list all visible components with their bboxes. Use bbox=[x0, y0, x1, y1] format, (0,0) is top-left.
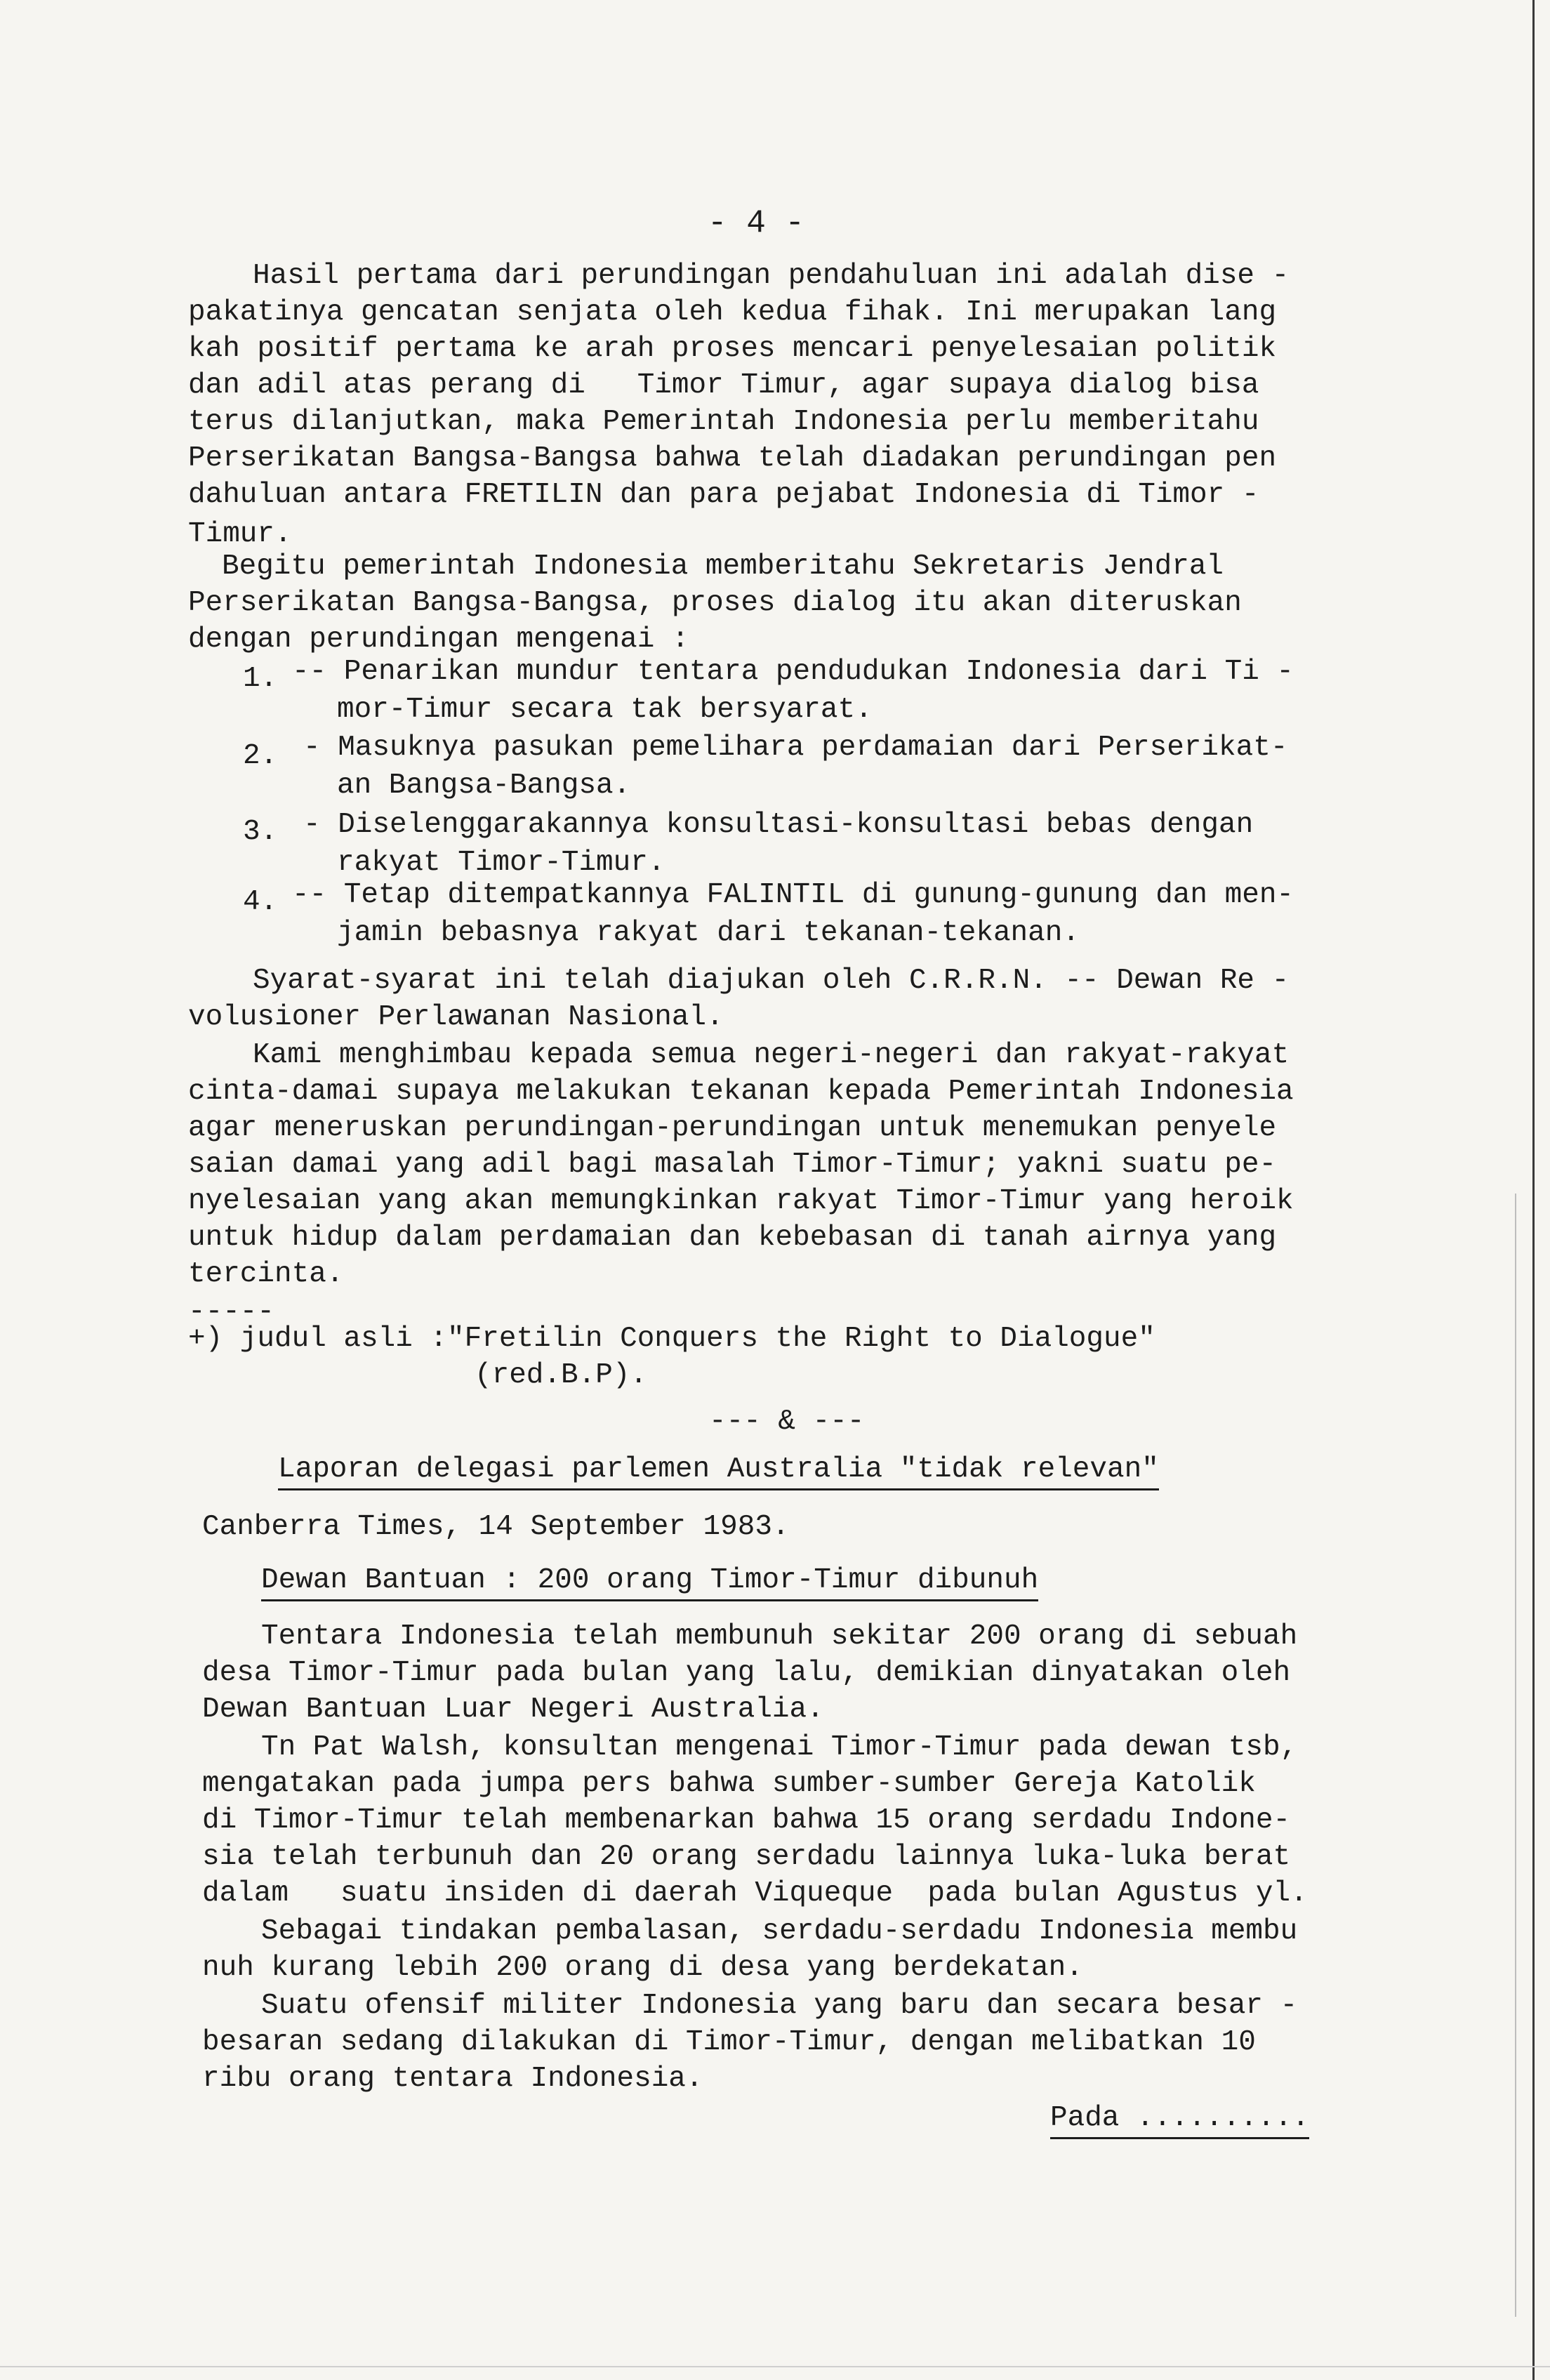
paragraph-line: dengan perundingan mengenai : bbox=[188, 623, 689, 656]
paragraph-line: Dewan Bantuan Luar Negeri Australia. bbox=[202, 1693, 824, 1726]
paragraph-line: Timur. bbox=[188, 518, 292, 550]
paragraph-line: dan adil atas perang di Timor Timur, agar supaya dialog bisa bbox=[188, 369, 1259, 402]
continued-marker: Pada .......... bbox=[1050, 2101, 1309, 2139]
paragraph-line: nuh kurang lebih 200 orang di desa yang berdekatan. bbox=[202, 1952, 1083, 1984]
page-bottom-edge bbox=[0, 2366, 1550, 2367]
list-item-number: 3. bbox=[243, 816, 278, 848]
paragraph-line: Tn Pat Walsh, konsultan mengenai Timor-Timur pada dewan tsb, bbox=[261, 1731, 1298, 1764]
paragraph-line: ribu orang tentara Indonesia. bbox=[202, 2063, 703, 2095]
page-edge-line bbox=[1532, 0, 1535, 2380]
paragraph-line: saian damai yang adil bagi masalah Timor-Timur; yakni suatu pe- bbox=[188, 1149, 1277, 1181]
paragraph-line: sia telah terbunuh dan 20 orang serdadu lainnya luka-luka berat bbox=[202, 1841, 1291, 1873]
paragraph-line: terus dilanjutkan, maka Pemerintah Indonesia perlu memberitahu bbox=[188, 406, 1259, 438]
paragraph-line: besaran sedang dilakukan di Timor-Timur, dengan melibatkan 10 bbox=[202, 2026, 1256, 2058]
paragraph-line: Kami menghimbau kepada semua negeri-negeri dan rakyat-rakyat bbox=[253, 1039, 1290, 1071]
list-item-line: jamin bebasnya rakyat dari tekanan-tekanan. bbox=[337, 917, 1080, 949]
paragraph-line: Tentara Indonesia telah membunuh sekitar 200 orang di sebuah bbox=[261, 1620, 1298, 1653]
page-edge-shadow bbox=[1515, 1194, 1516, 2317]
list-item-line: mor-Timur secara tak bersyarat. bbox=[337, 694, 873, 726]
paragraph-line: Syarat-syarat ini telah diajukan oleh C.R.R.N. -- Dewan Re - bbox=[253, 965, 1290, 997]
paragraph-line: di Timor-Timur telah membenarkan bahwa 15 orang serdadu Indone- bbox=[202, 1804, 1291, 1837]
paragraph-line: desa Timor-Timur pada bulan yang lalu, demikian dinyatakan oleh bbox=[202, 1657, 1291, 1689]
paragraph-line: volusioner Perlawanan Nasional. bbox=[188, 1001, 724, 1033]
list-item-number: 1. bbox=[243, 663, 278, 695]
paragraph-line: Hasil pertama dari perundingan pendahuluan ini adalah dise - bbox=[253, 260, 1290, 292]
footnote-rule: ----- bbox=[188, 1296, 275, 1328]
paragraph-line: dahuluan antara FRETILIN dan para pejabat Indonesia di Timor - bbox=[188, 479, 1259, 511]
footnote-line: +) judul asli :"Fretilin Conquers the Right to Dialogue" bbox=[188, 1323, 1155, 1355]
section-separator: --- & --- bbox=[709, 1406, 865, 1438]
paragraph-line: Suatu ofensif militer Indonesia yang baru dan secara besar - bbox=[261, 1990, 1298, 2022]
paragraph-line: cinta-damai supaya melakukan tekanan kepada Pemerintah Indonesia bbox=[188, 1076, 1294, 1108]
list-item-line: an Bangsa-Bangsa. bbox=[337, 769, 631, 802]
list-item-line: rakyat Timor-Timur. bbox=[337, 847, 665, 879]
paragraph-line: Perserikatan Bangsa-Bangsa bahwa telah diadakan perundingan pen bbox=[188, 442, 1277, 475]
article-source: Canberra Times, 14 September 1983. bbox=[202, 1511, 790, 1543]
paragraph-line: tercinta. bbox=[188, 1258, 344, 1290]
list-item-number: 2. bbox=[243, 740, 278, 772]
article-headline: Laporan delegasi parlemen Australia "tidak relevan" bbox=[278, 1452, 1159, 1490]
page-number: - 4 - bbox=[708, 205, 805, 242]
list-item-number: 4. bbox=[243, 886, 278, 918]
paragraph-line: nyelesaian yang akan memungkinkan rakyat Timor-Timur yang heroik bbox=[188, 1185, 1294, 1217]
paragraph-line: Sebagai tindakan pembalasan, serdadu-serdadu Indonesia membu bbox=[261, 1915, 1298, 1948]
paragraph-line: untuk hidup dalam perdamaian dan kebebasan di tanah airnya yang bbox=[188, 1222, 1277, 1254]
article-subheadline: Dewan Bantuan : 200 orang Timor-Timur dibunuh bbox=[261, 1563, 1038, 1601]
paragraph-line: Begitu pemerintah Indonesia memberitahu Sekretaris Jendral bbox=[222, 550, 1224, 583]
list-item-line: - Masuknya pasukan pemelihara perdamaian dari Perserikat- bbox=[303, 732, 1288, 764]
paragraph-line: kah positif pertama ke arah proses mencari penyelesaian politik bbox=[188, 333, 1277, 365]
list-item-line: -- Penarikan mundur tentara pendudukan Indonesia dari Ti - bbox=[292, 656, 1294, 688]
paragraph-line: mengatakan pada jumpa pers bahwa sumber-sumber Gereja Katolik bbox=[202, 1768, 1256, 1800]
paragraph-line: dalam suatu insiden di daerah Viqueque pada bulan Agustus yl. bbox=[202, 1877, 1308, 1910]
paragraph-line: pakatinya gencatan senjata oleh kedua fihak. Ini merupakan lang bbox=[188, 296, 1277, 329]
paragraph-line: Perserikatan Bangsa-Bangsa, proses dialog itu akan diteruskan bbox=[188, 587, 1242, 619]
list-item-line: -- Tetap ditempatkannya FALINTIL di gunung-gunung dan men- bbox=[292, 879, 1294, 911]
list-item-line: - Diselenggarakannya konsultasi-konsultasi bebas dengan bbox=[303, 809, 1254, 841]
paragraph-line: agar meneruskan perundingan-perundingan untuk menemukan penyele bbox=[188, 1112, 1277, 1144]
footnote-line: (red.B.P). bbox=[475, 1359, 648, 1391]
